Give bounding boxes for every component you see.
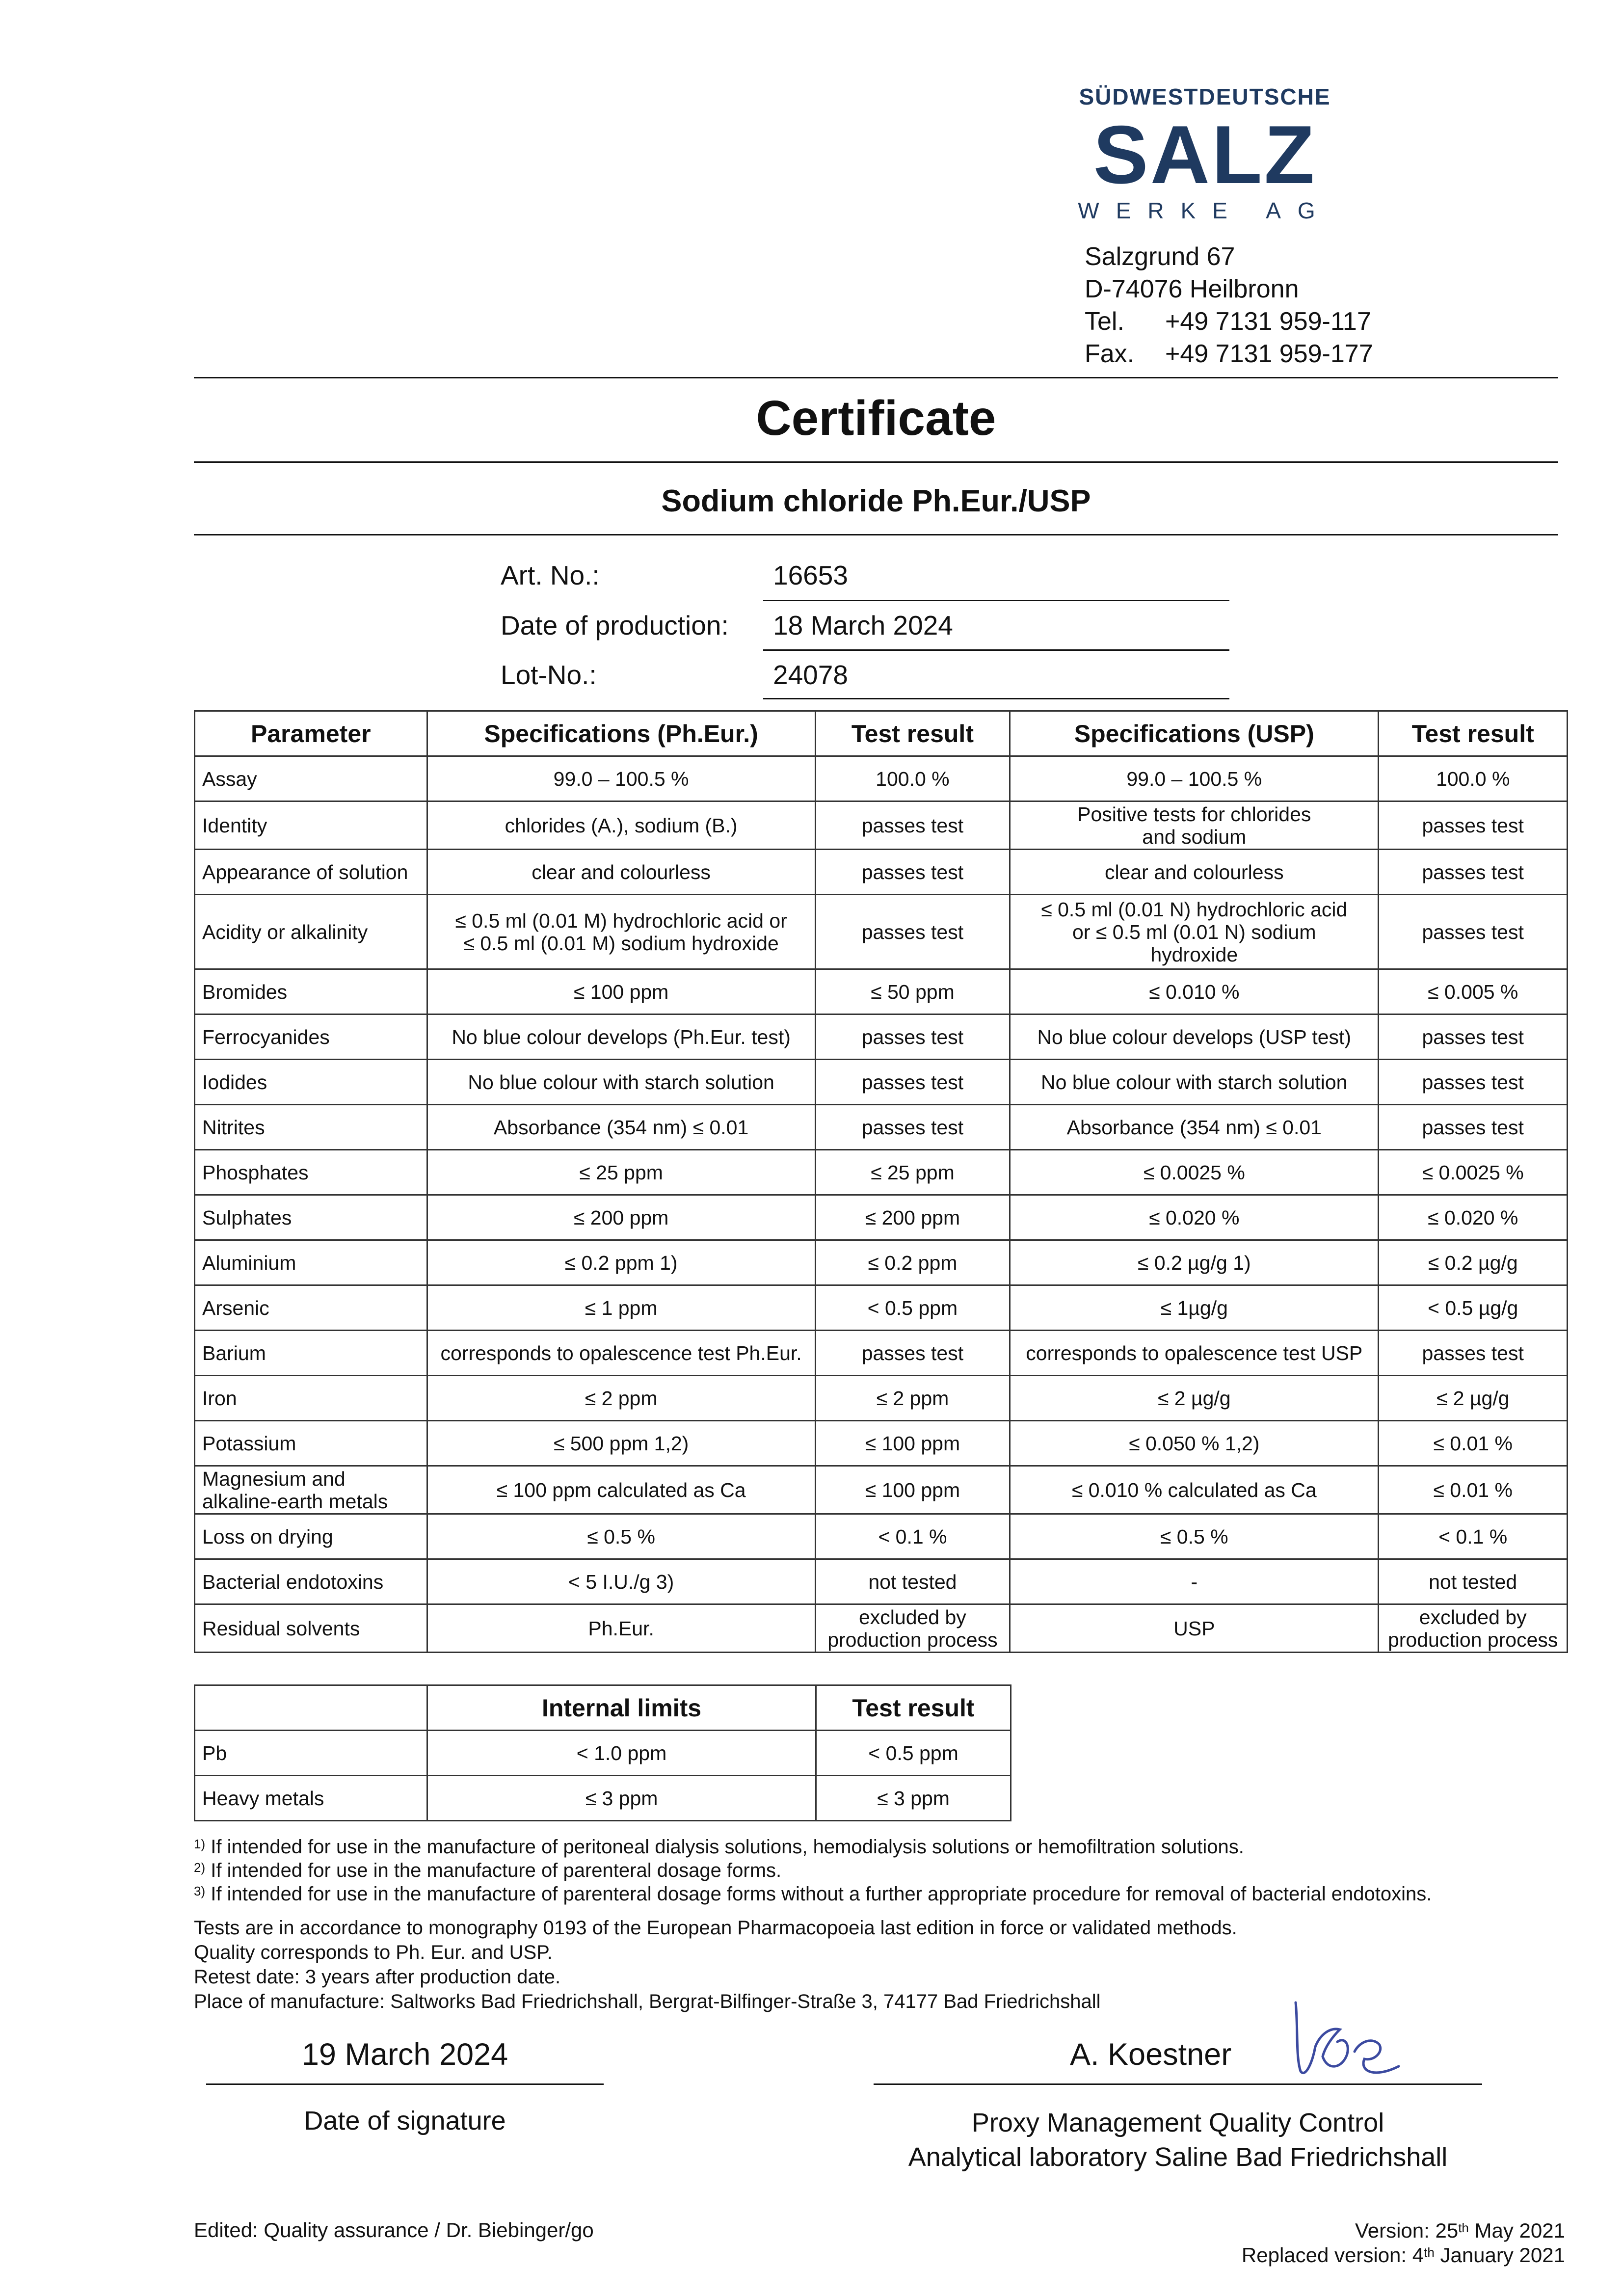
cell-result-pheur: passes test: [815, 1331, 1010, 1376]
header-internal-limits: Internal limits: [427, 1685, 816, 1731]
divider-title: [194, 461, 1558, 463]
table-row: [195, 1105, 1568, 1150]
cell-parameter: Bacterial endotoxins: [195, 1559, 427, 1604]
signature-date-line: [206, 2083, 604, 2085]
cell-spec-pheur: ≤ 25 ppm: [427, 1150, 815, 1195]
cell-spec-usp: No blue colour develops (USP test): [1010, 1015, 1379, 1060]
cell-result-usp: passes test: [1379, 850, 1568, 895]
cell-spec-pheur: ≤ 0.5 %: [427, 1514, 815, 1559]
cell-result-usp: < 0.1 %: [1379, 1514, 1568, 1559]
replaced-rest: January 2021: [1434, 2243, 1565, 2267]
cell-spec-pheur: ≤ 500 ppm 1,2): [427, 1421, 815, 1466]
cell-parameter: Phosphates: [195, 1150, 427, 1195]
cell-result-usp: 100.0 %: [1379, 756, 1568, 801]
art-no-value: 16653: [773, 560, 848, 590]
note-monography: Tests are in accordance to monography 0193 of the European Pharmacopoeia last edition in force or validated methods.: [194, 1917, 1237, 1939]
cell-spec-pheur: ≤ 1 ppm: [427, 1285, 815, 1331]
footnote-1: [194, 1835, 1244, 1859]
footnote-1-mark: 1): [194, 1837, 206, 1851]
cell-parameter: Potassium: [195, 1421, 427, 1466]
note-place-of-manufacture: Place of manufacture: Saltworks Bad Friedrichshall, Bergrat-Bilfinger-Straße 3, 74177 Bad Friedrichshall: [194, 1991, 1101, 2012]
header-empty: [195, 1685, 427, 1731]
table-row: [195, 1559, 1568, 1604]
cell-result-usp: ≤ 0.2 µg/g: [1379, 1240, 1568, 1285]
cell-spec-usp: Absorbance (354 nm) ≤ 0.01: [1010, 1105, 1379, 1150]
table-row: [195, 1514, 1568, 1559]
cell-result-pheur: < 0.5 ppm: [815, 1285, 1010, 1331]
cell-result-pheur: passes test: [815, 1060, 1010, 1105]
footnote-2-text: If intended for use in the manufacture of parenteral dosage forms.: [205, 1860, 782, 1881]
handwritten-signature: [1286, 1988, 1404, 2091]
production-date-underline: [763, 649, 1229, 651]
cell-spec-usp: ≤ 0.050 % 1,2): [1010, 1421, 1379, 1466]
cell-parameter: Bromides: [195, 969, 427, 1015]
logo-main-text: SALZ: [1093, 108, 1317, 201]
cell-spec-pheur: Absorbance (354 nm) ≤ 0.01: [427, 1105, 815, 1150]
cell-result-pheur: passes test: [815, 850, 1010, 895]
specifications-table: [194, 710, 1568, 1653]
cell-spec-usp: ≤ 0.5 %: [1010, 1514, 1379, 1559]
cell-result-pheur: excluded by production process: [815, 1604, 1010, 1653]
header-parameter: Parameter: [195, 711, 427, 756]
cell-spec-usp: ≤ 0.010 %: [1010, 969, 1379, 1015]
cell-result-usp: passes test: [1379, 801, 1568, 850]
cell-result-pheur: passes test: [815, 801, 1010, 850]
footnote-3: [194, 1882, 1432, 1906]
cell-result-usp: ≤ 0.020 %: [1379, 1195, 1568, 1240]
divider-top: [194, 377, 1558, 378]
cell-spec-usp: ≤ 1µg/g: [1010, 1285, 1379, 1331]
cell-result-pheur: passes test: [815, 1105, 1010, 1150]
table-row: [195, 1731, 1011, 1776]
cell-result-usp: passes test: [1379, 1015, 1568, 1060]
cell-result-pheur: ≤ 50 ppm: [815, 969, 1010, 1015]
cell-spec-usp: ≤ 0.0025 %: [1010, 1150, 1379, 1195]
cell-internal-limit: ≤ 3 ppm: [427, 1776, 816, 1821]
cell-result-usp: not tested: [1379, 1559, 1568, 1604]
cell-result-pheur: ≤ 200 ppm: [815, 1195, 1010, 1240]
header-spec-usp: Specifications (USP): [1010, 711, 1379, 756]
table-row: [195, 1195, 1568, 1240]
signatory-role-title: Proxy Management Quality Control: [971, 2108, 1384, 2137]
version-sup: th: [1458, 2220, 1469, 2235]
fax-value: +49 7131 959-177: [1165, 340, 1373, 368]
table-row: [195, 1331, 1568, 1376]
cell-parameter: Sulphates: [195, 1195, 427, 1240]
cell-parameter: Iodides: [195, 1060, 427, 1105]
cell-parameter: Pb: [195, 1731, 427, 1776]
cell-spec-pheur: corresponds to opalescence test Ph.Eur.: [427, 1331, 815, 1376]
cell-result-pheur: < 0.1 %: [815, 1514, 1010, 1559]
table-row: [195, 1604, 1568, 1653]
divider-subtitle: [194, 534, 1558, 535]
cell-spec-pheur: Ph.Eur.: [427, 1604, 815, 1653]
footnote-1-text: If intended for use in the manufacture of peritoneal dialysis solutions, hemodialysis solutions or hemofiltration solutions.: [205, 1836, 1244, 1858]
cell-spec-pheur: chlorides (A.), sodium (B.): [427, 801, 815, 850]
cell-parameter: Loss on drying: [195, 1514, 427, 1559]
cell-spec-usp: ≤ 0.020 %: [1010, 1195, 1379, 1240]
version-rest: May 2021: [1468, 2219, 1565, 2242]
cell-spec-pheur: ≤ 0.2 ppm 1): [427, 1240, 815, 1285]
cell-result-usp: ≤ 0.01 %: [1379, 1421, 1568, 1466]
version-label: Version: 25: [1355, 2219, 1459, 2242]
cell-result-usp: passes test: [1379, 895, 1568, 969]
internal-limits-table: [194, 1684, 1011, 1821]
cell-spec-pheur: No blue colour with starch solution: [427, 1060, 815, 1105]
cell-result-pheur: 100.0 %: [815, 756, 1010, 801]
table-row: [195, 756, 1568, 801]
version-line: [1242, 2218, 1565, 2243]
table-row: [195, 1466, 1568, 1514]
lot-no-label: Lot-No.:: [501, 660, 597, 690]
header-test-result: Test result: [816, 1685, 1011, 1731]
cell-parameter: Ferrocyanides: [195, 1015, 427, 1060]
cell-result-usp: < 0.5 µg/g: [1379, 1285, 1568, 1331]
cell-result-pheur: ≤ 0.2 ppm: [815, 1240, 1010, 1285]
cell-test-result: < 0.5 ppm: [816, 1731, 1011, 1776]
table-row: [195, 1150, 1568, 1195]
cell-spec-usp: ≤ 0.2 µg/g 1): [1010, 1240, 1379, 1285]
cell-parameter: Barium: [195, 1331, 427, 1376]
cell-result-pheur: ≤ 100 ppm: [815, 1466, 1010, 1514]
signatory-line: [874, 2083, 1482, 2085]
table-row: [195, 1060, 1568, 1105]
art-no-label: Art. No.:: [501, 560, 600, 590]
cell-parameter: Magnesium and alkaline-earth metals: [195, 1466, 427, 1514]
cell-result-usp: ≤ 0.0025 %: [1379, 1150, 1568, 1195]
note-quality: Quality corresponds to Ph. Eur. and USP.: [194, 1942, 553, 1963]
table-row: [195, 1240, 1568, 1285]
cell-spec-pheur: < 5 I.U./g 3): [427, 1559, 815, 1604]
cell-spec-usp: No blue colour with starch solution: [1010, 1060, 1379, 1105]
address-city: D-74076 Heilbronn: [1085, 275, 1299, 303]
replaced-version-line: [1242, 2243, 1565, 2268]
cell-spec-usp: -: [1010, 1559, 1379, 1604]
cell-spec-pheur: ≤ 2 ppm: [427, 1376, 815, 1421]
table-row: [195, 969, 1568, 1015]
table-row: [195, 1776, 1011, 1821]
cell-test-result: ≤ 3 ppm: [816, 1776, 1011, 1821]
signature-date: 19 March 2024: [301, 2037, 508, 2072]
table-row: [195, 801, 1568, 850]
company-logo: [1075, 83, 1335, 221]
cell-result-usp: passes test: [1379, 1060, 1568, 1105]
edited-by: Edited: Quality assurance / Dr. Biebinger/go: [194, 2218, 594, 2242]
footnote-3-mark: 3): [194, 1884, 206, 1898]
signatory-role: [874, 2106, 1482, 2174]
fax-label: Fax.: [1085, 340, 1135, 368]
address-tel: [1085, 305, 1373, 338]
cell-result-pheur: ≤ 2 ppm: [815, 1376, 1010, 1421]
footnote-2-mark: 2): [194, 1860, 206, 1875]
table-row: [195, 1376, 1568, 1421]
replaced-label: Replaced version: 4: [1241, 2243, 1424, 2267]
cell-parameter: Nitrites: [195, 1105, 427, 1150]
cell-spec-usp: ≤ 0.5 ml (0.01 N) hydrochloric acid or ≤ 0.5 ml (0.01 N) sodium hydroxide: [1010, 895, 1379, 969]
signatory-role-lab: Analytical laboratory Saline Bad Friedrichshall: [908, 2142, 1448, 2172]
logo-top-text: SÜDWESTDEUTSCHE: [1079, 84, 1331, 109]
cell-spec-pheur: No blue colour develops (Ph.Eur. test): [427, 1015, 815, 1060]
art-no-underline: [763, 600, 1229, 601]
cell-spec-usp: Positive tests for chlorides and sodium: [1010, 801, 1379, 850]
table-header-row: [195, 1685, 1011, 1731]
page-title: Certificate: [756, 391, 996, 446]
table-row: [195, 1285, 1568, 1331]
table-header-row: [195, 711, 1568, 756]
table-row: [195, 850, 1568, 895]
cell-result-usp: passes test: [1379, 1105, 1568, 1150]
note-retest: Retest date: 3 years after production date.: [194, 1966, 561, 1988]
cell-parameter: Acidity or alkalinity: [195, 895, 427, 969]
cell-spec-pheur: 99.0 – 100.5 %: [427, 756, 815, 801]
cell-spec-usp: USP: [1010, 1604, 1379, 1653]
tel-label: Tel.: [1085, 307, 1124, 336]
cell-spec-usp: ≤ 2 µg/g: [1010, 1376, 1379, 1421]
cell-result-usp: ≤ 0.005 %: [1379, 969, 1568, 1015]
cell-internal-limit: < 1.0 ppm: [427, 1731, 816, 1776]
logo-bottom-text: WERKE AG: [1078, 198, 1332, 223]
cell-parameter: Heavy metals: [195, 1776, 427, 1821]
cell-spec-usp: ≤ 0.010 % calculated as Ca: [1010, 1466, 1379, 1514]
company-address: [1085, 240, 1373, 370]
cell-result-pheur: passes test: [815, 1015, 1010, 1060]
cell-parameter: Residual solvents: [195, 1604, 427, 1653]
signature-date-label: Date of signature: [304, 2106, 506, 2136]
table-row: [195, 895, 1568, 969]
cell-spec-pheur: ≤ 100 ppm calculated as Ca: [427, 1466, 815, 1514]
cell-spec-pheur: ≤ 100 ppm: [427, 969, 815, 1015]
cell-parameter: Arsenic: [195, 1285, 427, 1331]
production-date-label: Date of production:: [501, 610, 729, 641]
cell-spec-usp: clear and colourless: [1010, 850, 1379, 895]
header-result-pheur: Test result: [815, 711, 1010, 756]
cell-result-usp: passes test: [1379, 1331, 1568, 1376]
signatory-name: A. Koestner: [1070, 2037, 1232, 2072]
cell-spec-usp: 99.0 – 100.5 %: [1010, 756, 1379, 801]
tel-value: +49 7131 959-117: [1165, 307, 1371, 336]
footnote-2: [194, 1858, 781, 1883]
cell-spec-pheur: ≤ 200 ppm: [427, 1195, 815, 1240]
cell-parameter: Appearance of solution: [195, 850, 427, 895]
cell-result-usp: excluded by production process: [1379, 1604, 1568, 1653]
header-result-usp: Test result: [1379, 711, 1568, 756]
cell-result-usp: ≤ 0.01 %: [1379, 1466, 1568, 1514]
cell-parameter: Iron: [195, 1376, 427, 1421]
cell-spec-pheur: ≤ 0.5 ml (0.01 M) hydrochloric acid or ≤ 0.5 ml (0.01 M) sodium hydroxide: [427, 895, 815, 969]
replaced-sup: th: [1424, 2245, 1435, 2260]
product-name: Sodium chloride Ph.Eur./USP: [661, 484, 1091, 518]
cell-result-usp: ≤ 2 µg/g: [1379, 1376, 1568, 1421]
cell-result-pheur: ≤ 25 ppm: [815, 1150, 1010, 1195]
address-fax: [1085, 338, 1373, 370]
lot-no-underline: [763, 698, 1229, 699]
cell-result-pheur: passes test: [815, 895, 1010, 969]
address-street: Salzgrund 67: [1085, 242, 1235, 271]
cell-spec-usp: corresponds to opalescence test USP: [1010, 1331, 1379, 1376]
cell-result-pheur: not tested: [815, 1559, 1010, 1604]
cell-parameter: Assay: [195, 756, 427, 801]
cell-spec-pheur: clear and colourless: [427, 850, 815, 895]
table-row: [195, 1421, 1568, 1466]
cell-result-pheur: ≤ 100 ppm: [815, 1421, 1010, 1466]
production-date-value: 18 March 2024: [773, 610, 953, 641]
lot-no-value: 24078: [773, 660, 848, 690]
header-spec-pheur: Specifications (Ph.Eur.): [427, 711, 815, 756]
footnote-3-text: If intended for use in the manufacture of parenteral dosage forms without a further appropriate procedure for removal of bacterial endotoxins.: [205, 1883, 1432, 1905]
cell-parameter: Identity: [195, 801, 427, 850]
version-info: [1242, 2218, 1565, 2268]
table-row: [195, 1015, 1568, 1060]
cell-parameter: Aluminium: [195, 1240, 427, 1285]
